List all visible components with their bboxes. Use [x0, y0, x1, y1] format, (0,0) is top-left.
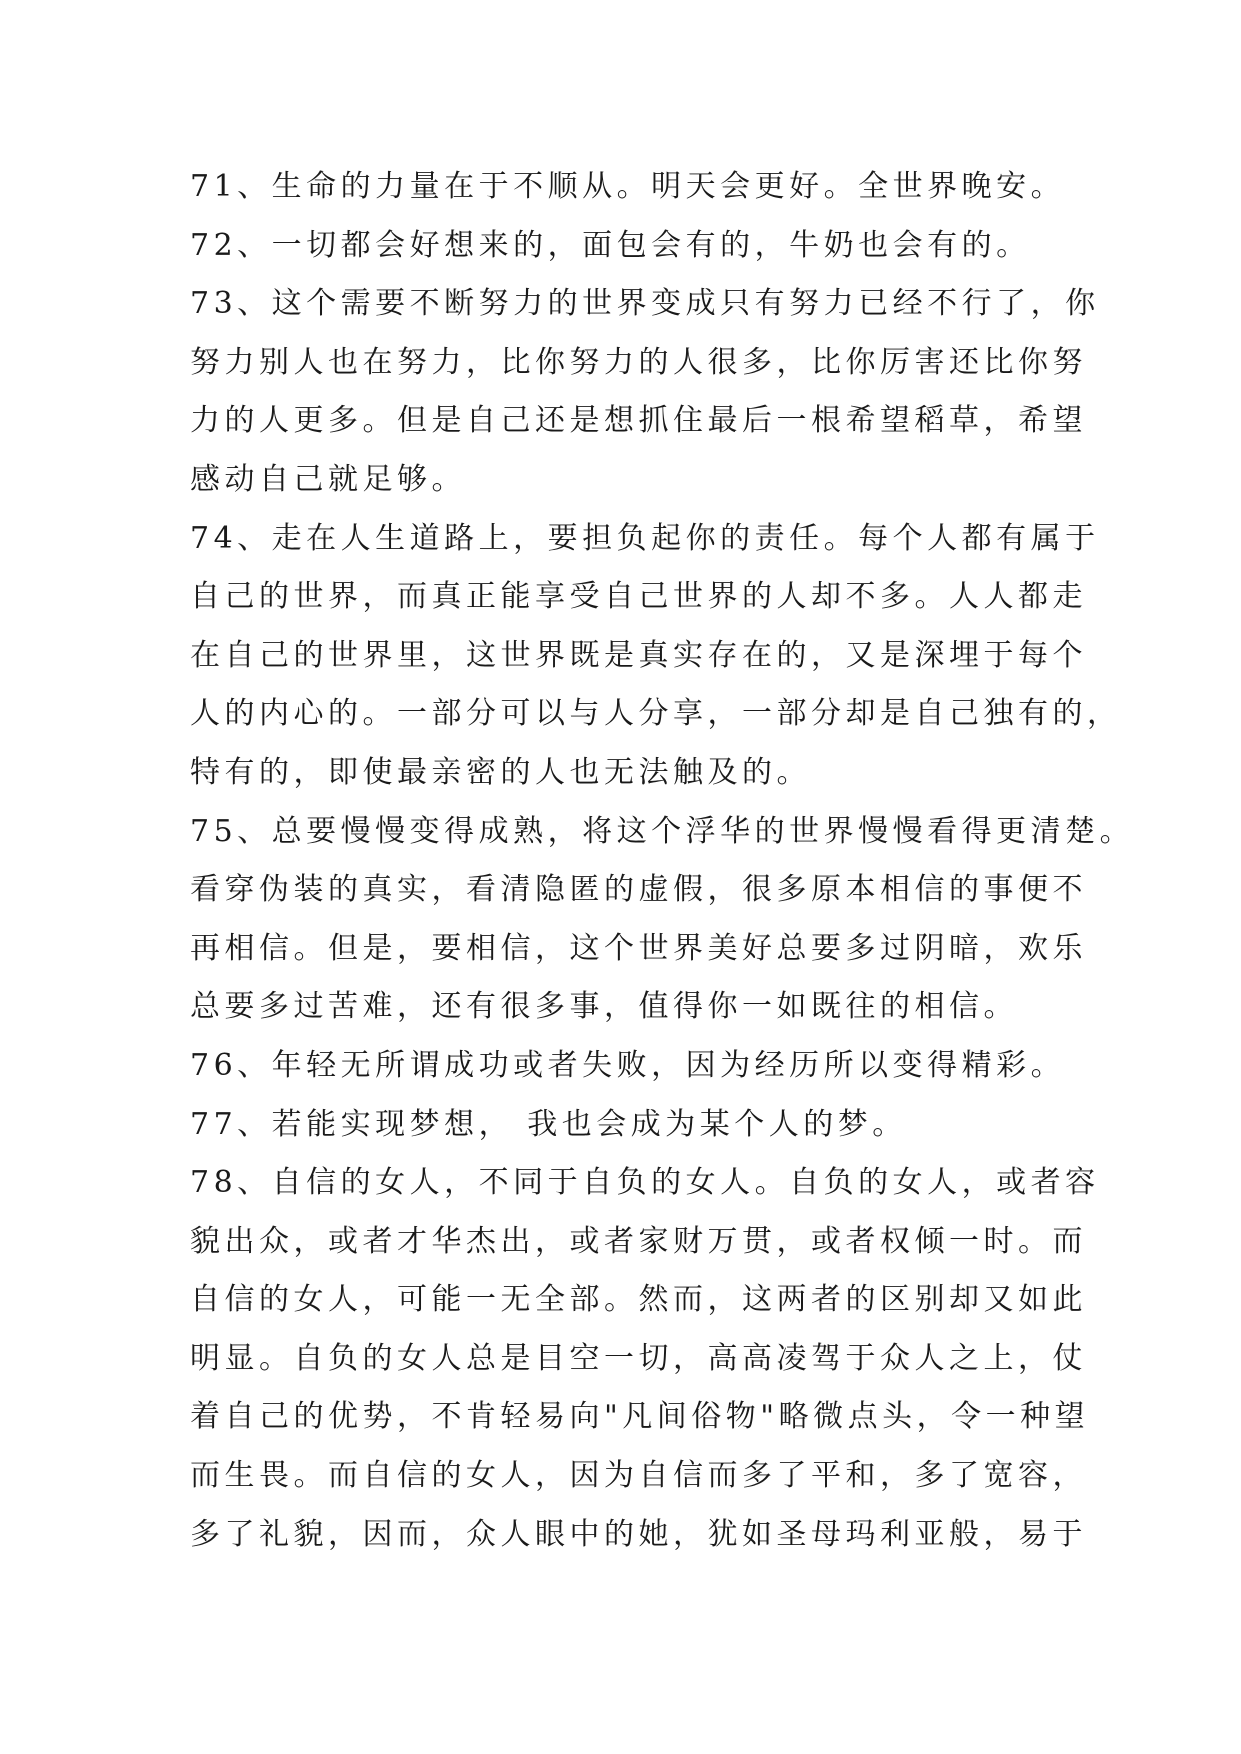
text-line: 貌出众，或者才华杰出，或者家财万贯，或者权倾一时。而 — [190, 1223, 1087, 1259]
text-line: 感动自己就足够。 — [190, 461, 466, 497]
text-line: 着自己的优势，不肯轻易向"凡间俗物"略微点头，令一种望 — [190, 1399, 1090, 1435]
body-text — [190, 158, 1135, 1564]
text-line: 在自己的世界里，这世界既是真实存在的，又是深埋于每个 — [190, 637, 1087, 673]
text-line: 78、自信的女人，不同于自负的女人。自负的女人，或者容 — [190, 1165, 1100, 1201]
text-line: 明显。自负的女人总是目空一切，高高凌驾于众人之上，仗 — [190, 1340, 1087, 1376]
text-line: 72、一切都会好想来的，面包会有的，牛奶也会有的。 — [190, 227, 1031, 263]
text-line: 再相信。但是，要相信，这个世界美好总要多过阴暗，欢乐 — [190, 930, 1087, 966]
text-line: 76、年轻无所谓成功或者失败，因为经历所以变得精彩。 — [190, 1047, 1066, 1083]
text-line: 看穿伪装的真实，看清隐匿的虚假，很多原本相信的事便不 — [190, 872, 1087, 908]
text-line: 74、走在人生道路上，要担负起你的责任。每个人都有属于 — [190, 520, 1100, 556]
text-line: 77、若能实现梦想， 我也会成为某个人的梦。 — [190, 1106, 907, 1142]
text-line: 特有的，即使最亲密的人也无法触及的。 — [190, 754, 811, 790]
text-line: 努力别人也在努力，比你努力的人很多，比你厉害还比你努 — [190, 344, 1087, 380]
text-line: 而生畏。而自信的女人，因为自信而多了平和，多了宽容， — [190, 1458, 1087, 1494]
text-line: 多了礼貌，因而，众人眼中的她，犹如圣母玛利亚般，易于 — [190, 1516, 1087, 1552]
text-line: 自信的女人，可能一无全部。然而，这两者的区别却又如此 — [190, 1282, 1087, 1318]
text-line: 自己的世界，而真正能享受自己世界的人却不多。人人都走 — [190, 579, 1087, 615]
text-line: 人的内心的。一部分可以与人分享，一部分却是自己独有的， — [190, 696, 1122, 732]
text-line: 75、总要慢慢变得成熟，将这个浮华的世界慢慢看得更清楚。 — [190, 813, 1135, 849]
text-line: 71、生命的力量在于不顺从。明天会更好。全世界晚安。 — [190, 169, 1066, 204]
text-line: 总要多过苦难，还有很多事，值得你一如既往的相信。 — [190, 989, 1018, 1025]
text-line: 力的人更多。但是自己还是想抓住最后一根希望稻草，希望 — [190, 403, 1087, 439]
text-line: 73、这个需要不断努力的世界变成只有努力已经不行了，你 — [190, 286, 1100, 322]
